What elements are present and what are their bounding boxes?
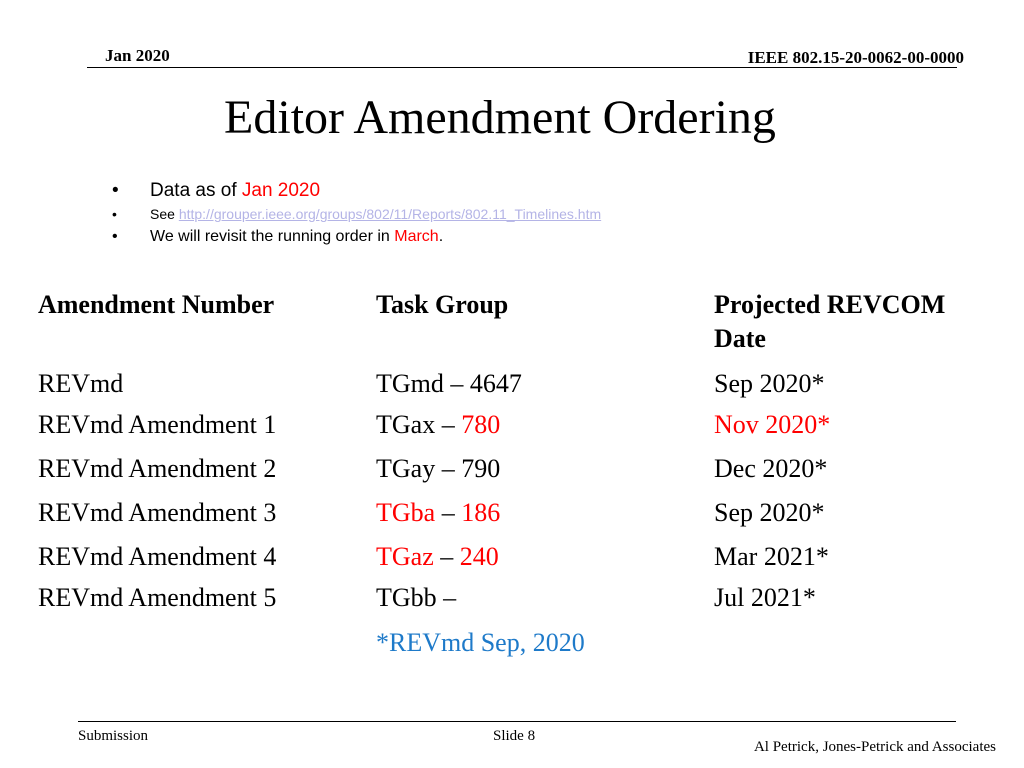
table-row-date: Jul 2021* (714, 583, 816, 612)
table-row-date: Sep 2020* (714, 369, 825, 398)
bullet-highlight-month: March (394, 228, 439, 245)
table-row-date: Sep 2020* (714, 498, 825, 527)
footer-submission: Submission (78, 728, 149, 744)
bullet-text: We will revisit the running order in (150, 228, 395, 245)
table-row-date: Dec 2020* (714, 454, 828, 483)
column-header-revcom-line2: Date (714, 324, 766, 353)
table-row-task-group: TGmd – 4647 (376, 369, 522, 398)
bullet-text: Data as of (150, 180, 242, 201)
table-row-date: Mar 2021* (714, 542, 829, 571)
header-date: Jan 2020 (105, 46, 170, 65)
bullet-dot-icon: • (112, 206, 117, 222)
table-row-amendment: REVmd (38, 369, 124, 398)
bullet-see-link (110, 204, 601, 225)
footer-slide-number: Slide 8 (493, 728, 536, 744)
column-header-task-group: Task Group (376, 290, 509, 319)
header-divider (87, 67, 957, 68)
bullet-text: See (150, 206, 179, 222)
column-header-amendment-number: Amendment Number (38, 290, 275, 319)
table-row-task-group: TGax – 780 (376, 410, 501, 439)
table-footnote: *REVmd Sep, 2020 (376, 628, 585, 657)
bullet-highlight-date: Jan 2020 (241, 180, 321, 201)
table-row-amendment: REVmd Amendment 2 (38, 454, 277, 483)
footer-author: Al Petrick, Jones-Petrick and Associates (753, 739, 996, 755)
slide-title: Editor Amendment Ordering (224, 91, 776, 144)
timelines-link[interactable]: http://grouper.ieee.org/groups/802/11/Reports/802.11_Timelines.htm (178, 206, 602, 222)
column-header-revcom-date (714, 288, 945, 356)
header-document-id: IEEE 802.15-20-0062-00-0000 (747, 48, 964, 67)
bullet-revisit (110, 225, 601, 249)
table-row-task-group: TGba – 186 (376, 498, 501, 527)
bullet-list (110, 178, 601, 249)
table-row-amendment: REVmd Amendment 4 (38, 542, 277, 571)
table-row-date: Nov 2020* (714, 410, 831, 439)
table-row-task-group: TGay – 790 (376, 454, 501, 483)
column-header-revcom-line1: Projected REVCOM (714, 290, 946, 319)
bullet-dot-icon: • (112, 228, 118, 245)
bullet-data-as-of (110, 178, 601, 204)
table-row-task-group: TGbb – (376, 583, 457, 612)
table-row-amendment: REVmd Amendment 3 (38, 498, 277, 527)
bullet-text-suffix: . (438, 228, 444, 245)
table-row-amendment: REVmd Amendment 1 (38, 410, 277, 439)
table-row-task-group: TGaz – 240 (376, 542, 499, 571)
bullet-dot-icon: • (112, 180, 119, 201)
footer-divider (78, 721, 956, 722)
table-row-amendment: REVmd Amendment 5 (38, 583, 277, 612)
